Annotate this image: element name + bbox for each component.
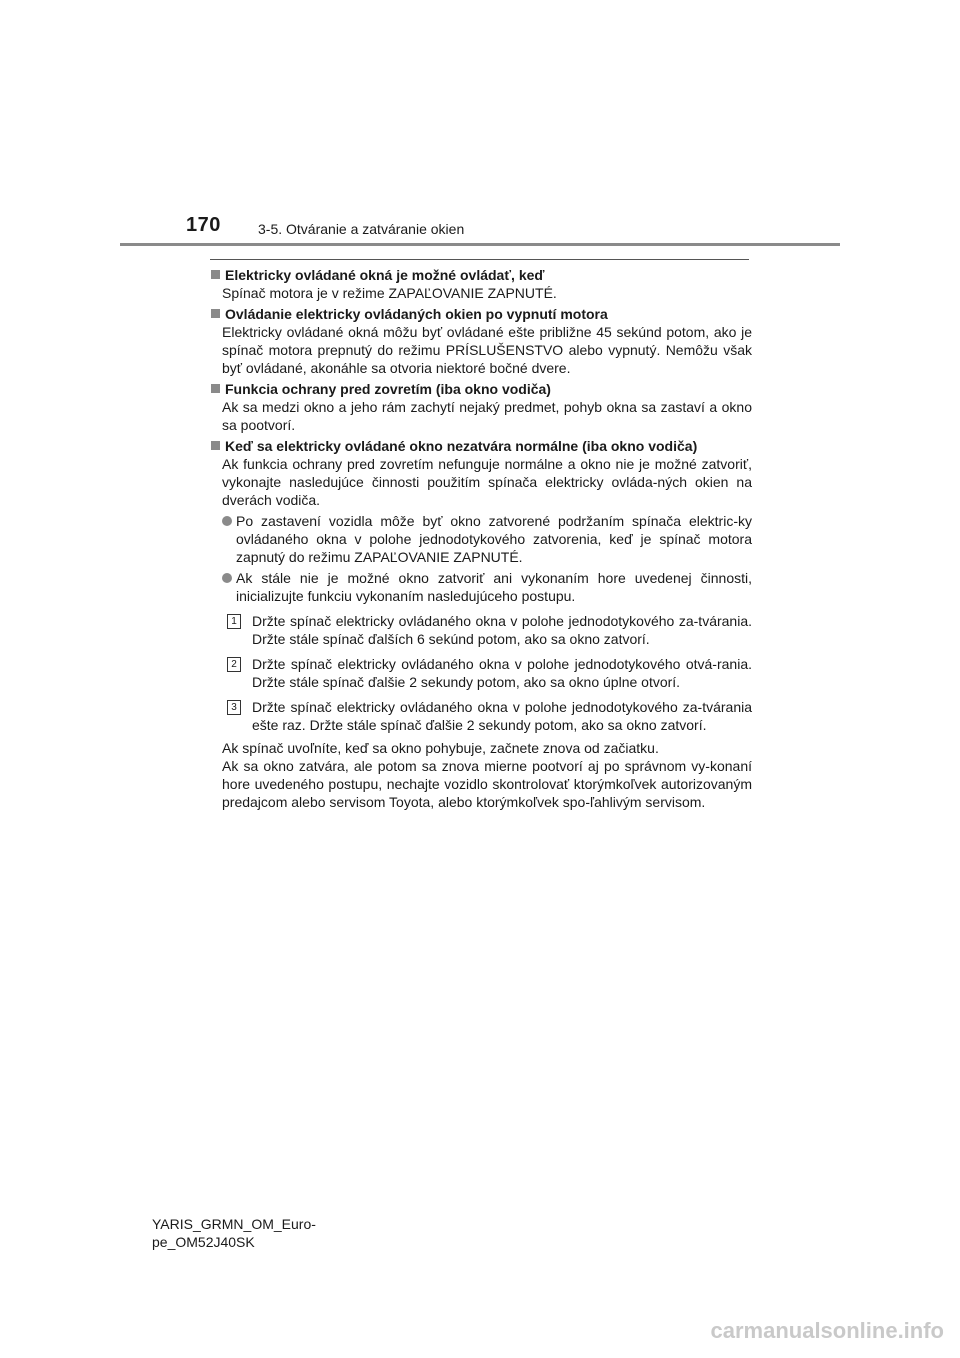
bullet-dot-icon <box>222 573 232 583</box>
bullet-text: Ak stále nie je možné okno zatvoriť ani vykonaním hore uvedenej činnosti, inicializujte funkciu vykonaním nasledujúceho postupu. <box>236 570 752 604</box>
step-number: 2 <box>227 657 241 672</box>
step-item <box>210 698 752 734</box>
chapter-title: 3-5. Otváranie a zatváranie okien <box>258 221 465 237</box>
step-item <box>210 655 752 691</box>
note-line: Ak spínač uvoľníte, keď sa okno pohybuje, začnete znova od začiatku. <box>222 740 659 756</box>
step-item <box>210 612 752 648</box>
bullet-item <box>210 512 752 566</box>
section-title: Funkcia ochrany pred zovretím (iba okno vodiča) <box>225 381 551 397</box>
section-title: Elektricky ovládané okná je možné ovládať, keď <box>225 267 545 283</box>
page-content <box>210 266 752 814</box>
section-body: Ak funkcia ochrany pred zovretím nefunguje normálne a okno nie je možné zatvoriť, vykonajte nasledujúce činnosti použitím spínača elektricky ovláda-ných okien na dverách vodiča. <box>222 456 752 508</box>
section-square-icon <box>211 441 220 450</box>
section-title: Ovládanie elektricky ovládaných okien po vypnutí motora <box>225 306 608 322</box>
section-title: Keď sa elektricky ovládané okno nezatvára normálne (iba okno vodiča) <box>225 438 698 454</box>
note-paragraph <box>210 739 752 811</box>
section-operation-conditions <box>210 266 752 302</box>
note-line: Ak sa okno zatvára, ale potom sa znova mierne pootvorí aj po správnom vy-konaní hore uvedeného postupu, nechajte vozidlo skontrolovať ktorýmkoľvek autorizovaným predajcom alebo servisom Toyota, alebo ktorýmkoľvek spo-ľahlivým servisom. <box>222 758 752 810</box>
step-text: Držte spínač elektricky ovládaného okna v polohe jednodotykového za-tvárania ešte raz. Držte stále spínač ďalšie 2 sekundy potom, ako sa okno zatvorí. <box>252 699 752 733</box>
section-square-icon <box>211 384 220 393</box>
step-text: Držte spínač elektricky ovládaného okna v polohe jednodotykového za-tvárania. Držte stále spínač ďalších 6 sekúnd potom, ako sa okno zatvorí. <box>252 613 752 647</box>
bullet-dot-icon <box>222 516 232 526</box>
step-number: 3 <box>227 700 241 715</box>
section-body: Spínač motora je v režime ZAPAĽOVANIE ZAPNUTÉ. <box>222 285 557 301</box>
section-after-engine-off <box>210 305 752 377</box>
section-square-icon <box>211 270 220 279</box>
header-divider <box>120 243 840 246</box>
section-divider <box>210 259 749 260</box>
section-jam-protection <box>210 380 752 434</box>
section-body: Elektricky ovládané okná môžu byť ovládané ešte približne 45 sekúnd potom, ako je spínač motora prepnutý do režimu PRÍSLUŠENSTVO alebo vypnutý. Nemôžu však byť ovládané, akonáhle sa otvoria niektoré bočné dvere. <box>222 324 752 376</box>
page-number: 170 <box>186 214 221 236</box>
step-text: Držte spínač elektricky ovládaného okna v polohe jednodotykového otvá-rania. Držte stále spínač ďalšie 2 sekundy potom, ako sa okno úplne otvorí. <box>252 656 752 690</box>
document-code <box>152 1215 402 1251</box>
footer-line: pe_OM52J40SK <box>152 1234 255 1250</box>
section-window-not-closing <box>210 437 752 811</box>
step-number: 1 <box>227 614 241 629</box>
bullet-text: Po zastavení vozidla môže byť okno zatvorené podržaním spínača elektric-ky ovládaného okna v polohe jednodotykového zatvorenia, keď je spínač motora zapnutý do režimu ZAPAĽOVANIE ZAPNUTÉ. <box>236 513 752 565</box>
bullet-item <box>210 569 752 605</box>
section-square-icon <box>211 309 220 318</box>
section-body: Ak sa medzi okno a jeho rám zachytí nejaký predmet, pohyb okna sa zastaví a okno sa pootvorí. <box>222 399 752 433</box>
footer-line: YARIS_GRMN_OM_Euro- <box>152 1216 316 1232</box>
watermark: carmanualsonline.info <box>710 1318 944 1343</box>
